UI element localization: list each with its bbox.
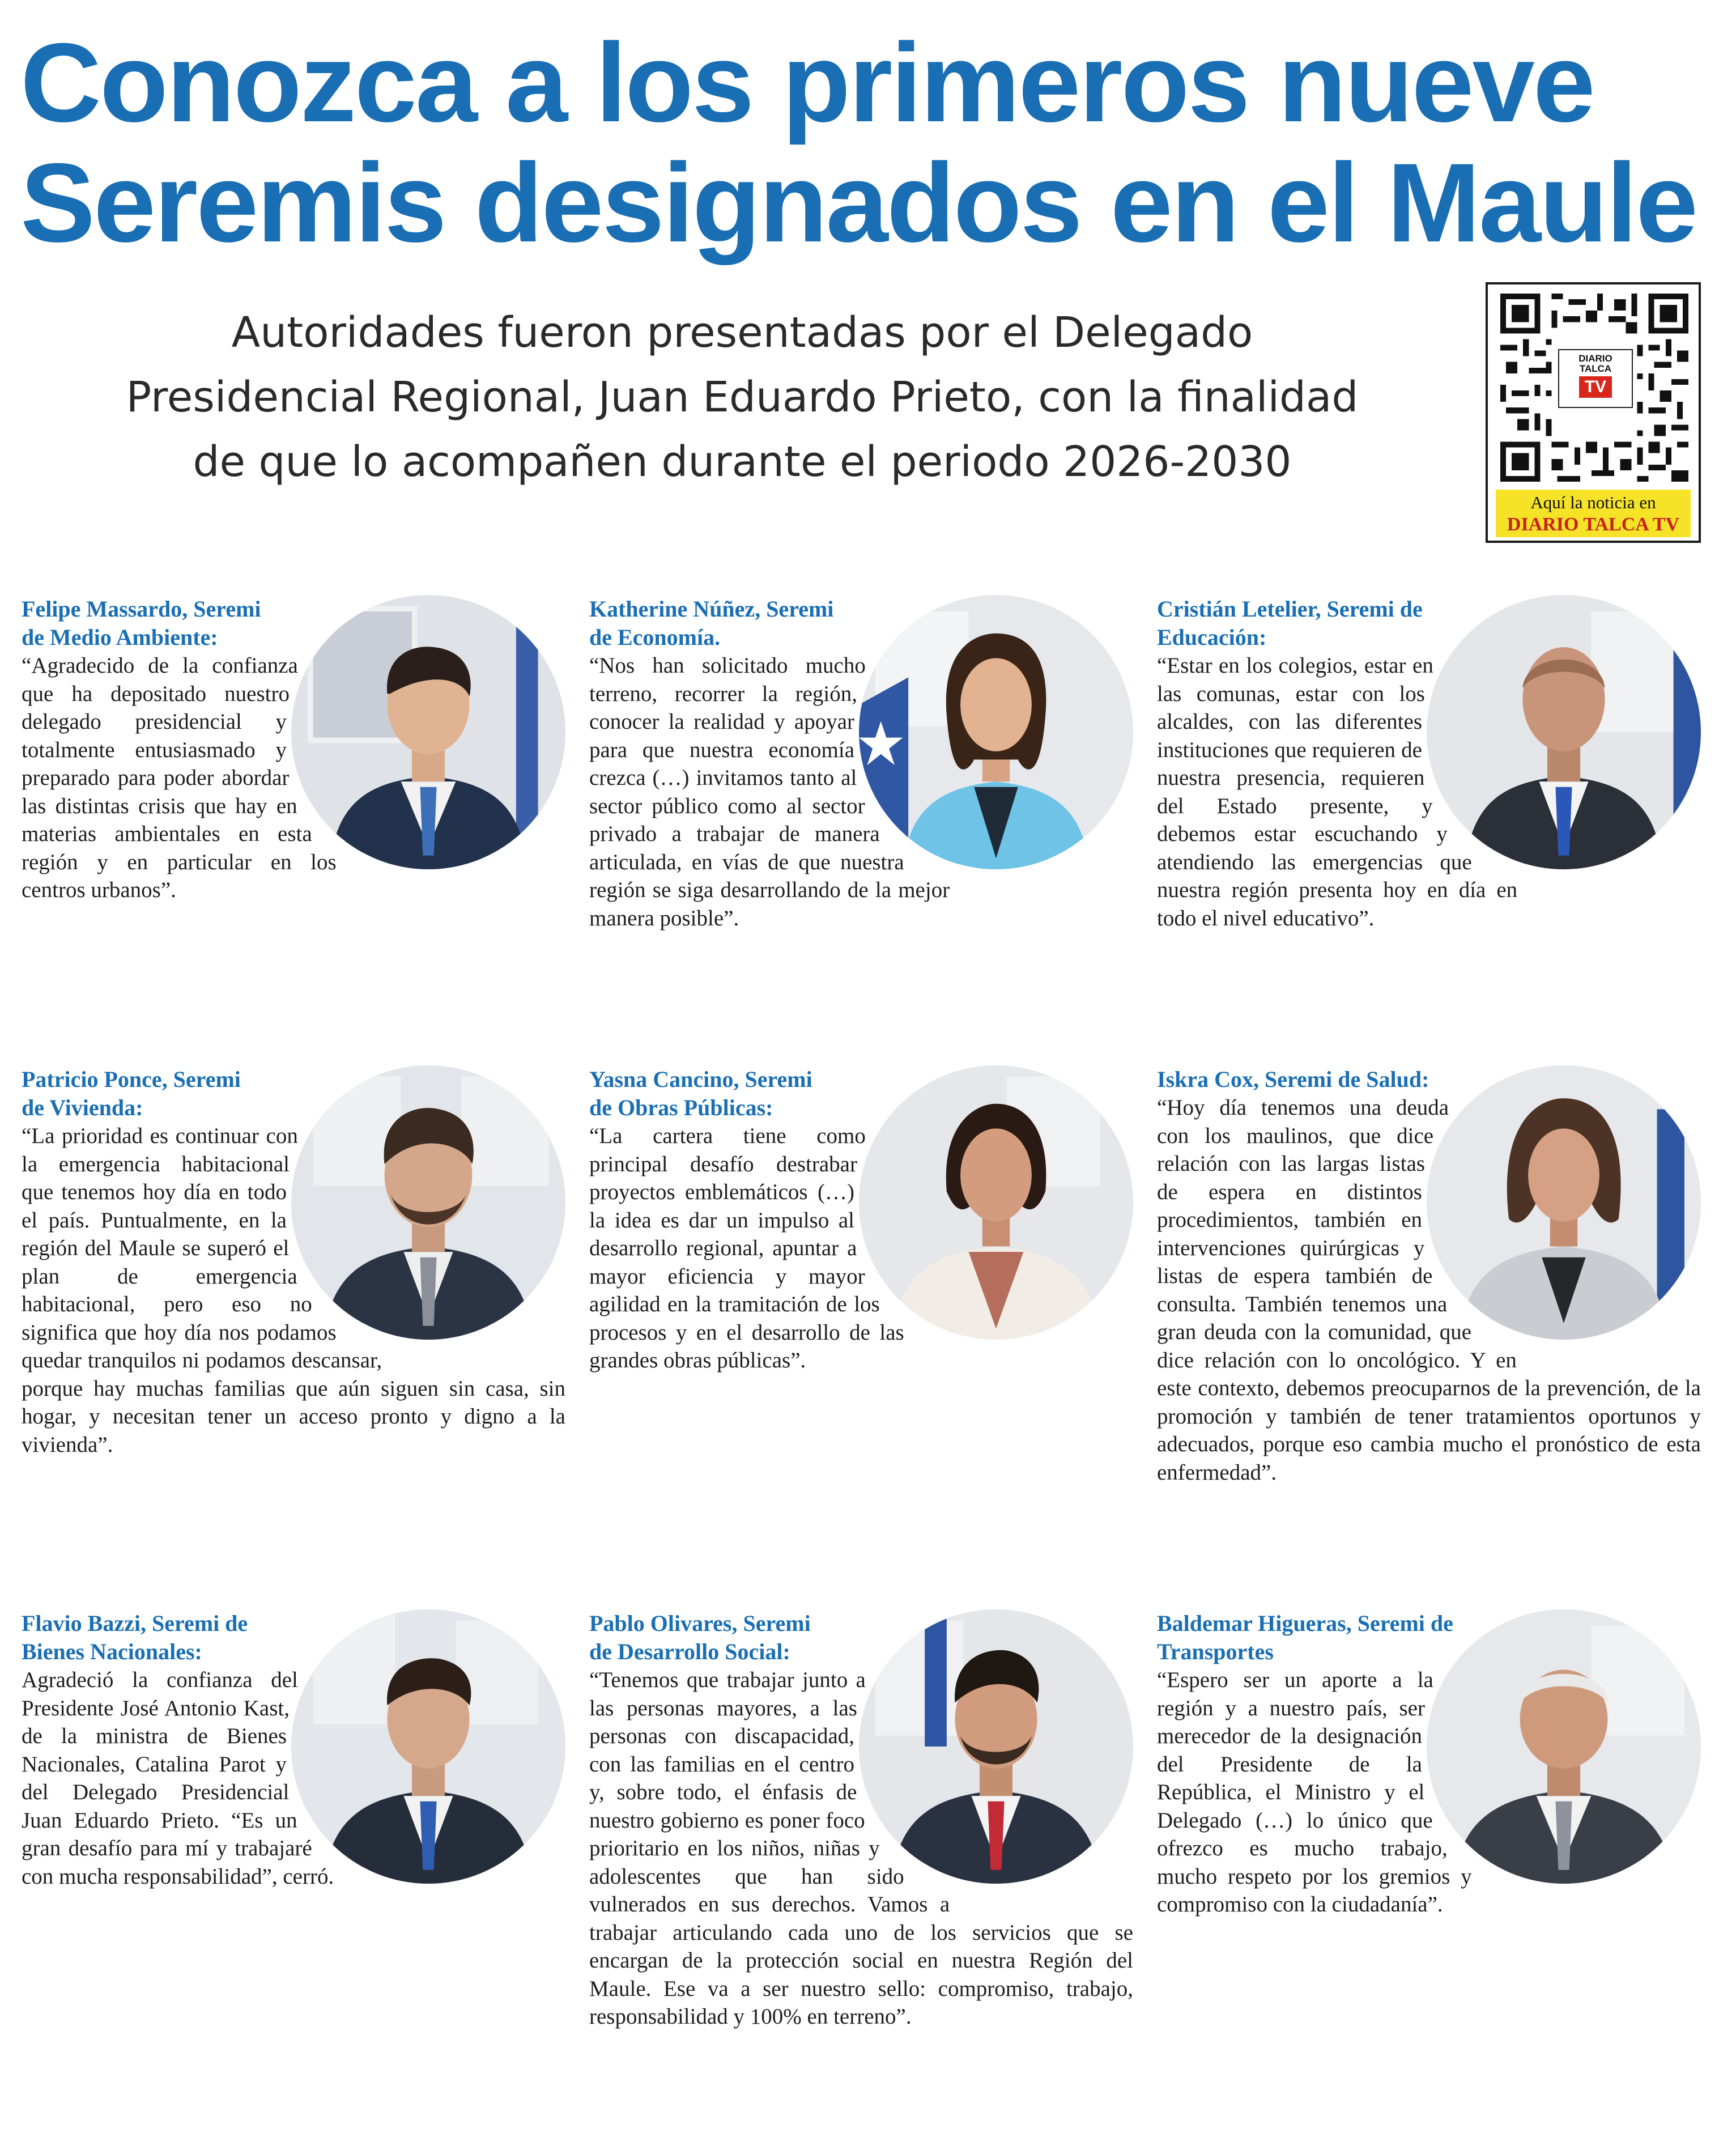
logo-tv: TV — [1579, 376, 1612, 398]
seremi-card-higueras — [1157, 1609, 1701, 2119]
seremi-quote: “Espero ser un aporte a la región y a nuestro país, ser merecedor de la designación del Presidente de la República, el Ministro y el Delegado (…) lo único que ofrezco es mucho trabajo, mucho respeto por los gremios y compromiso con la ciudadanía”. — [1157, 1668, 1472, 1917]
qr-caption-line-2: DIARIO TALCA TV — [1507, 514, 1680, 535]
qr-caption-line-1: Aquí la noticia en — [1530, 492, 1656, 512]
logo-brand-line-2: TALCA — [1579, 363, 1612, 374]
seremi-name: Yasna Cancino, Seremi de Obras Públicas: — [589, 1066, 812, 1120]
seremi-quote: “Estar en los colegios, estar en las comunas, estar con los alcaldes, con las diferentes instituciones que requieren de nuestra presencia, requieren del Estado presente, y debemos estar escuchando y atendiendo las emergencias que nuestra región presenta hoy en día en todo el nivel educativo”. — [1157, 653, 1518, 930]
seremi-card-massardo — [22, 595, 565, 1105]
seremi-quote: Agradeció la confianza del Presidente José Antonio Kast, de la ministra de Bienes Nacionales, Catalina Parot y del Delegado Presidencial Juan Eduardo Prieto. “Es un gran desafío para mí y trabajaré con mucha responsabilidad”, cerró. — [22, 1668, 334, 1889]
seremi-name: Flavio Bazzi, Seremi de Bienes Nacionales: — [22, 1611, 248, 1664]
diario-talca-tv-logo — [1558, 349, 1633, 408]
seremi-quote: “Hoy día tenemos una deuda con los maulinos, que dice relación con las largas listas de espera en distintos procedimientos, también en intervenciones quirúrgicas y listas de espera también de consulta. También tenemos una gran deuda con la comunidad, que dice relación con lo oncológico. Y en este contexto, debemos preocuparnos de la prevención, de la promoción y también de tener tratamientos oportunos y adecuados, porque eso cambia mucho el pronóstico de esta enfermedad”. — [1157, 1095, 1701, 1485]
seremi-quote: “La prioridad es continuar con la emergencia habitacional que tenemos hoy día en todo el país. Puntualmente, en la región del Maule se superó el plan de emergencia habitacional, pero eso no significa que hoy día nos podamos quedar tranquilos ni podamos descansar, porque hay muchas familias que aún siguen sin casa, sin hogar, y necesitan tener un acceso pronto y digno a la vivienda”. — [22, 1124, 565, 1457]
headline-line-2: Seremis designados en el Maule — [20, 140, 1697, 265]
seremi-name: Patricio Ponce, Seremi de Vivienda: — [22, 1066, 241, 1120]
seremi-card-olivares — [589, 1609, 1133, 2119]
seremi-quote: “Agradecido de la confianza que ha depositado nuestro delegado presidencial y totalmente entusiasmado y preparado para poder abordar las distintas crisis que hay en materias ambientales en esta región y en particular en los centros urbanos”. — [22, 653, 337, 902]
seremi-name: Pablo Olivares, Seremi de Desarrollo Social: — [589, 1611, 811, 1664]
seremi-card-letelier — [1157, 595, 1701, 1105]
seremi-name: Felipe Massardo, Seremi de Medio Ambiente: — [22, 596, 261, 650]
seremi-card-nunez — [589, 595, 1133, 1105]
seremi-name: Katherine Núñez, Seremi de Economía. — [589, 596, 834, 650]
seremi-card-cancino — [589, 1065, 1133, 1575]
seremi-name: Baldemar Higueras, Seremi de Transportes — [1157, 1611, 1453, 1664]
headline-line-1: Conozca a los primeros nueve — [20, 20, 1594, 145]
qr-code-box[interactable] — [1486, 282, 1701, 543]
seremi-card-ponce — [22, 1065, 565, 1575]
headline — [20, 20, 1714, 265]
seremi-quote: “Nos han solicitado mucho terreno, recorrer la región, conocer la realidad y apoyar para que nuestra economía crezca (…) invitamos tanto al sector público como al sector privado a trabajar de manera articulada, en vías de que nuestra región se siga desarrollando de la mejor manera posible”. — [589, 653, 950, 930]
seremi-name: Iskra Cox, Seremi de Salud: — [1157, 1066, 1429, 1092]
seremi-card-cox — [1157, 1065, 1701, 1575]
qr-caption — [1496, 490, 1691, 537]
seremi-quote: “La cartera tiene como principal desafío destrabar proyectos emblemáticos (…) la idea es dar un impulso al desarrollo regional, apuntar a mayor eficiencia y mayor agilidad en la tramitación de los procesos y en el desarrollo de las grandes obras públicas”. — [589, 1124, 904, 1373]
seremi-card-bazzi — [22, 1609, 565, 2119]
logo-brand-line-1: DIARIO — [1578, 353, 1612, 364]
deck-line-2: Presidencial Regional, Juan Eduardo Prieto, con la finalidad — [126, 373, 1359, 422]
deck-line-3: de que lo acompañen durante el periodo 2026-2030 — [193, 437, 1292, 486]
seremi-quote: “Tenemos que trabajar junto a las personas mayores, a las personas con discapacidad, con las familias en el centro y, sobre todo, el énfasis de nuestro gobierno es poner foco prioritario en los niños, niñas y adolescentes que han sido vulnerados en sus derechos. Vamos a trabajar articulando cada uno de los servicios que se encargan de la protección social en nuestra Región del Maule. Ese va a ser nuestro sello: compromiso, trabajo, responsabilidad y 100% en terreno”. — [589, 1668, 1133, 2029]
seremi-name: Cristián Letelier, Seremi de Educación: — [1157, 596, 1423, 650]
deck — [23, 300, 1462, 494]
deck-line-1: Autoridades fueron presentadas por el Delegado — [231, 308, 1253, 357]
